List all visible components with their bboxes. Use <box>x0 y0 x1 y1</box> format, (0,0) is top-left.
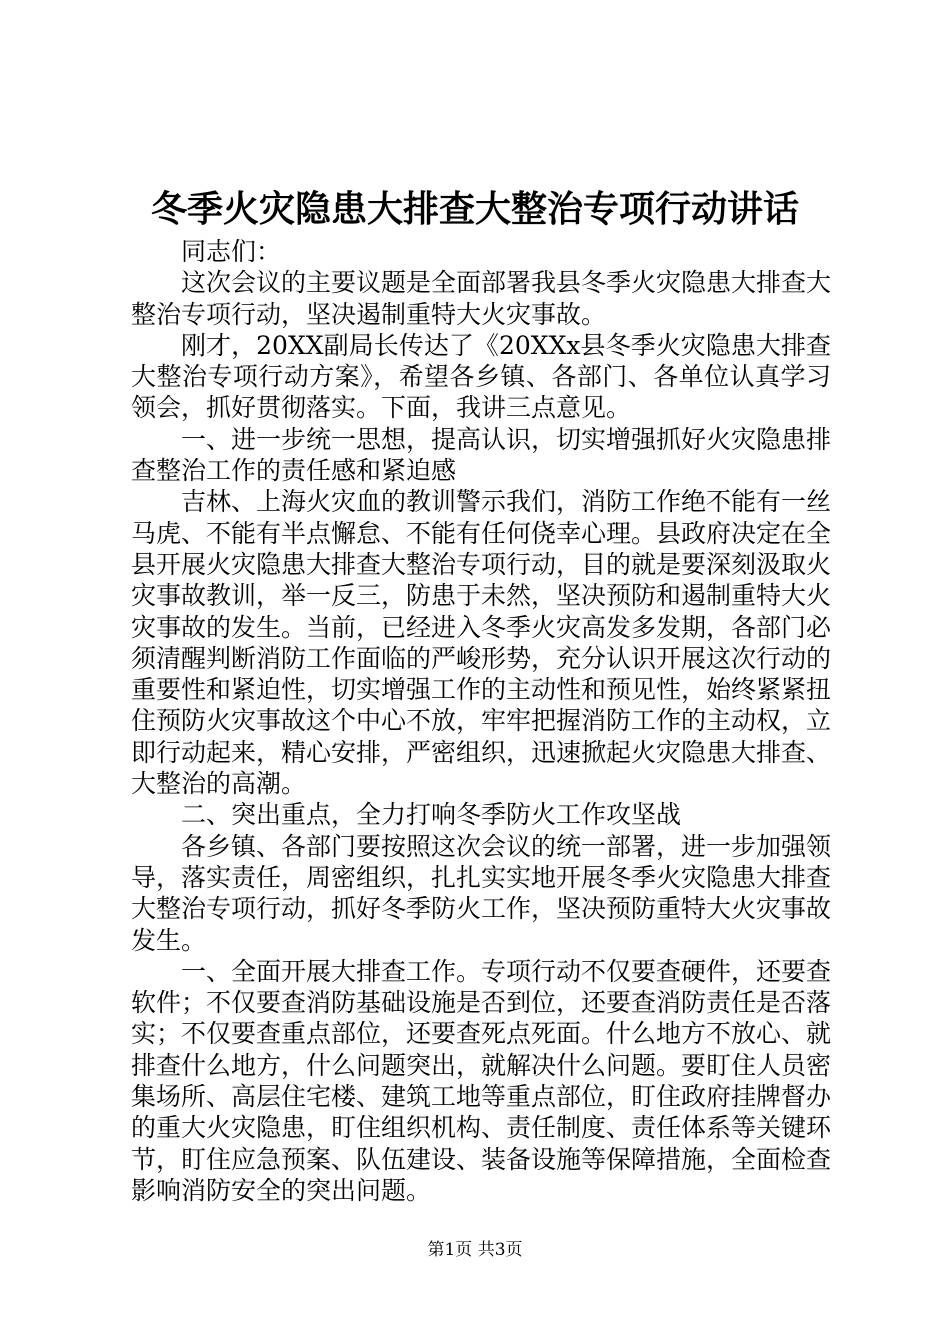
document-body <box>131 236 831 1206</box>
section-heading-two: 二、突出重点，全力打响冬季防火工作攻坚战 <box>181 800 682 830</box>
paragraph-salutation: 同志们： <box>181 237 282 266</box>
paragraph-inspection: 一、全面开展大排查工作。专项行动不仅要查硬件，还要查软件；不仅要查消防基础设施是否到位，还要查消防责任是否落实；不仅要查重点部位，还要查死点死面。什么地方不放心、就排查什么地方，什么问题突出，就解决什么问题。要盯住人员密集场所、高层住宅楼、建筑工地等重点部位，盯住政府挂牌督办的重大火灾隐患，盯住组织机构、责任制度、责任体系等关键环节，盯住应急预案、队伍建设、装备设施等保障措施，全面检查影响消防安全的突出问题。 <box>131 956 832 1205</box>
page-number-footer: 第1页 共3页 <box>427 1240 523 1260</box>
paragraph-plan-announcement: 刚才，20XX副局长传达了《20XXx县冬季火灾隐患大排查大整治专项行动方案》，希望各乡镇、各部门、各单位认真学习领会，抓好贯彻落实。下面，我讲三点意见。 <box>131 330 831 423</box>
section-heading-one: 一、进一步统一思想，提高认识，切实增强抓好火灾隐患排查整治工作的责任感和紧迫感 <box>131 424 832 486</box>
document-title: 冬季火灾隐患大排查大整治专项行动讲话 <box>150 188 799 230</box>
paragraph-meeting-topic: 这次会议的主要议题是全面部署我县冬季火灾隐患大排查大整治专项行动，坚决遏制重特大火灾事故。 <box>131 268 832 329</box>
paragraph-deployment: 各乡镇、各部门要按照这次会议的统一部署，进一步加强领导，落实责任，周密组织，扎扎实实地开展冬季火灾隐患大排查大整治专项行动，抓好冬季防火工作，坚决预防重特大火灾事故发生。 <box>131 831 832 955</box>
paragraph-lessons: 吉林、上海火灾血的教训警示我们，消防工作绝不能有一丝马虎、不能有半点懈怠、不能有任何侥幸心理。县政府决定在全县开展火灾隐患大排查大整治专项行动，目的就是要深刻汲取火灾事故教训，举一反三，防患于未然，坚决预防和遏制重特大火灾事故的发生。当前，已经进入冬季火灾高发多发期，各部门必须清醒判断消防工作面临的严峻形势，充分认识开展这次行动的重要性和紧迫性，切实增强工作的主动性和预见性，始终紧紧扭住预防火灾事故这个中心不放，牢牢把握消防工作的主动权，立即行动起来，精心安排，严密组织，迅速掀起火灾隐患大排查、大整治的高潮。 <box>131 487 832 799</box>
